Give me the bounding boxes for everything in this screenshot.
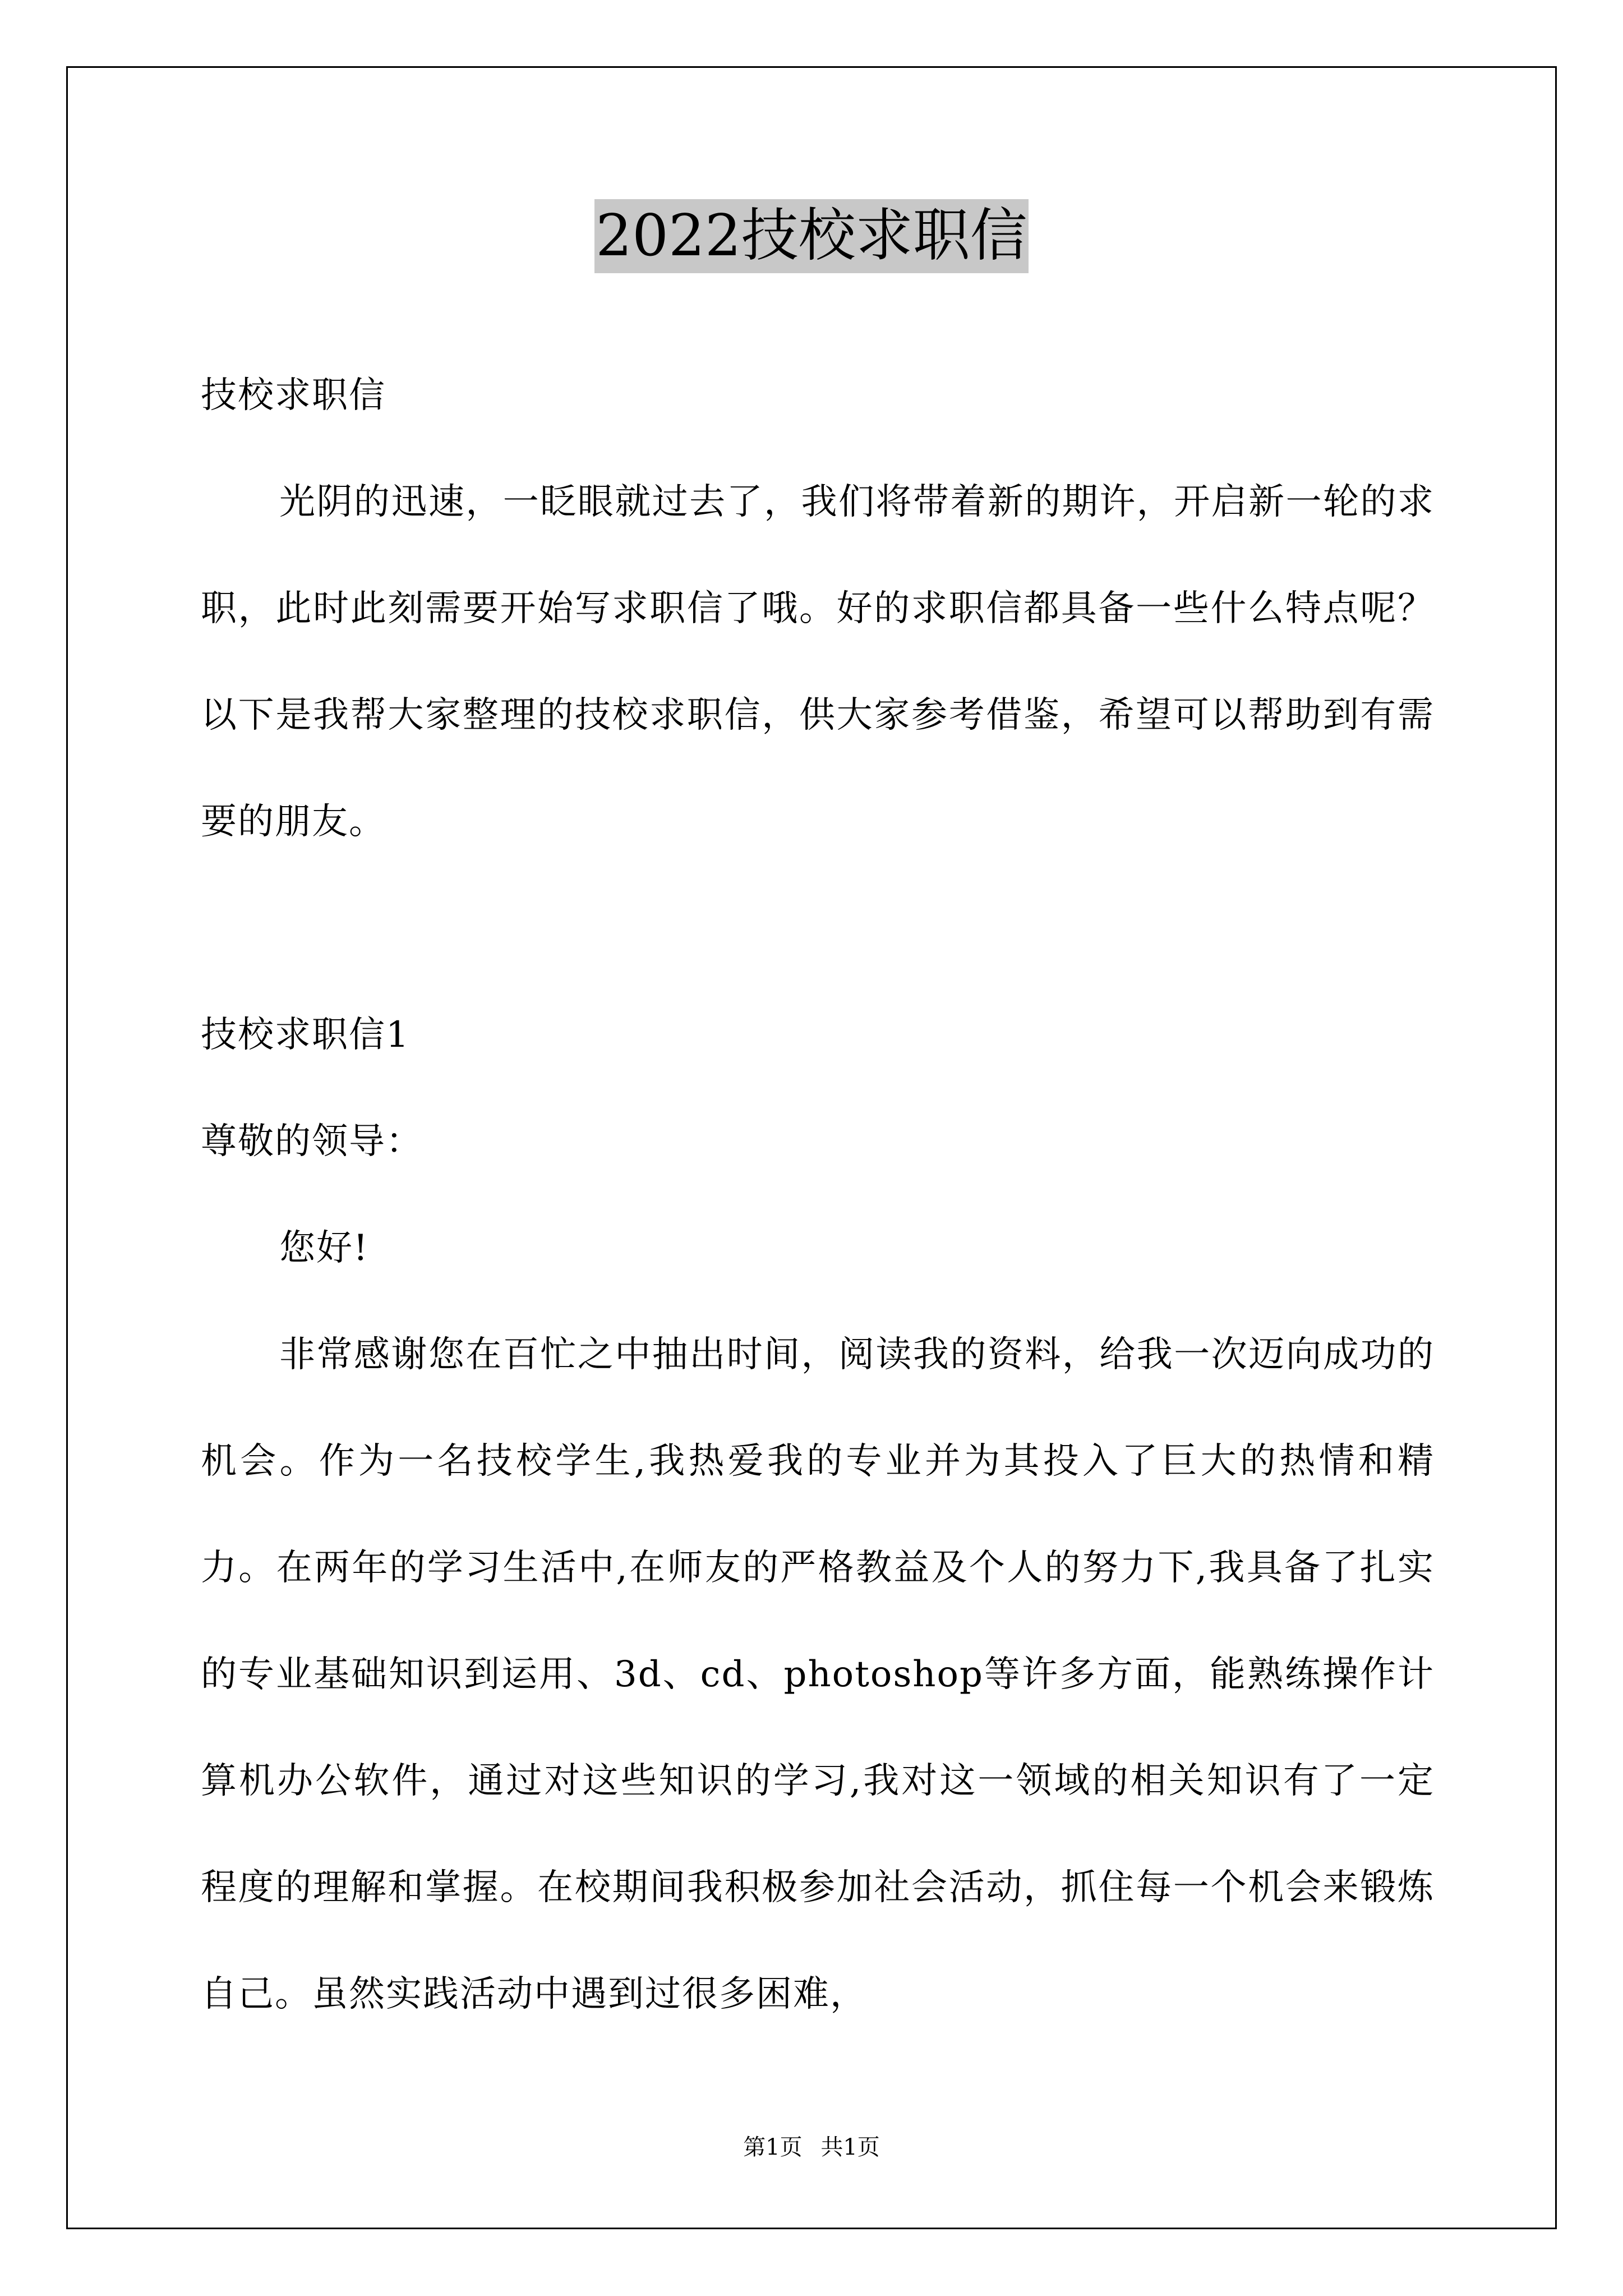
intro-paragraph: 光阴的迅速，一眨眼就过去了，我们将带着新的期许，开启新一轮的求职，此时此刻需要开始写求职信了哦。好的求职信都具备一些什么特点呢？以下是我帮大家整理的技校求职信，供大家参考借鉴，希望可以帮助到有需要的朋友。 (201, 481, 1435, 843)
letter-heading: 技校求职信1 (201, 1014, 410, 1056)
title-container (0, 199, 1623, 273)
salutation: 尊敬的领导： (201, 1121, 423, 1162)
body-paragraph: 非常感谢您在百忙之中抽出时间，阅读我的资料，给我一次迈向成功的机会。作为一名技校学生,我热爱我的专业并为其投入了巨大的热情和精力。在两年的学习生活中,在师友的严格教益及个人的努力下,我具备了扎实的专业基础知识到运用、3d、cd、photoshop等许多方面，能熟练操作计算机办公软件，通过对这些知识的学习,我对这一领域的相关知识有了一定程度的理解和掌握。在校期间我积极参加社会活动，抓住每一个机会来锻炼自己。虽然实践活动中遇到过很多困难， (201, 1334, 1435, 2015)
greeting: 您好! (279, 1227, 369, 1269)
document-title: 2022技校求职信 (594, 199, 1029, 273)
page-footer: 第1页 共1页 (743, 2134, 880, 2160)
document-body (201, 342, 1435, 2047)
section-heading: 技校求职信 (201, 375, 386, 416)
